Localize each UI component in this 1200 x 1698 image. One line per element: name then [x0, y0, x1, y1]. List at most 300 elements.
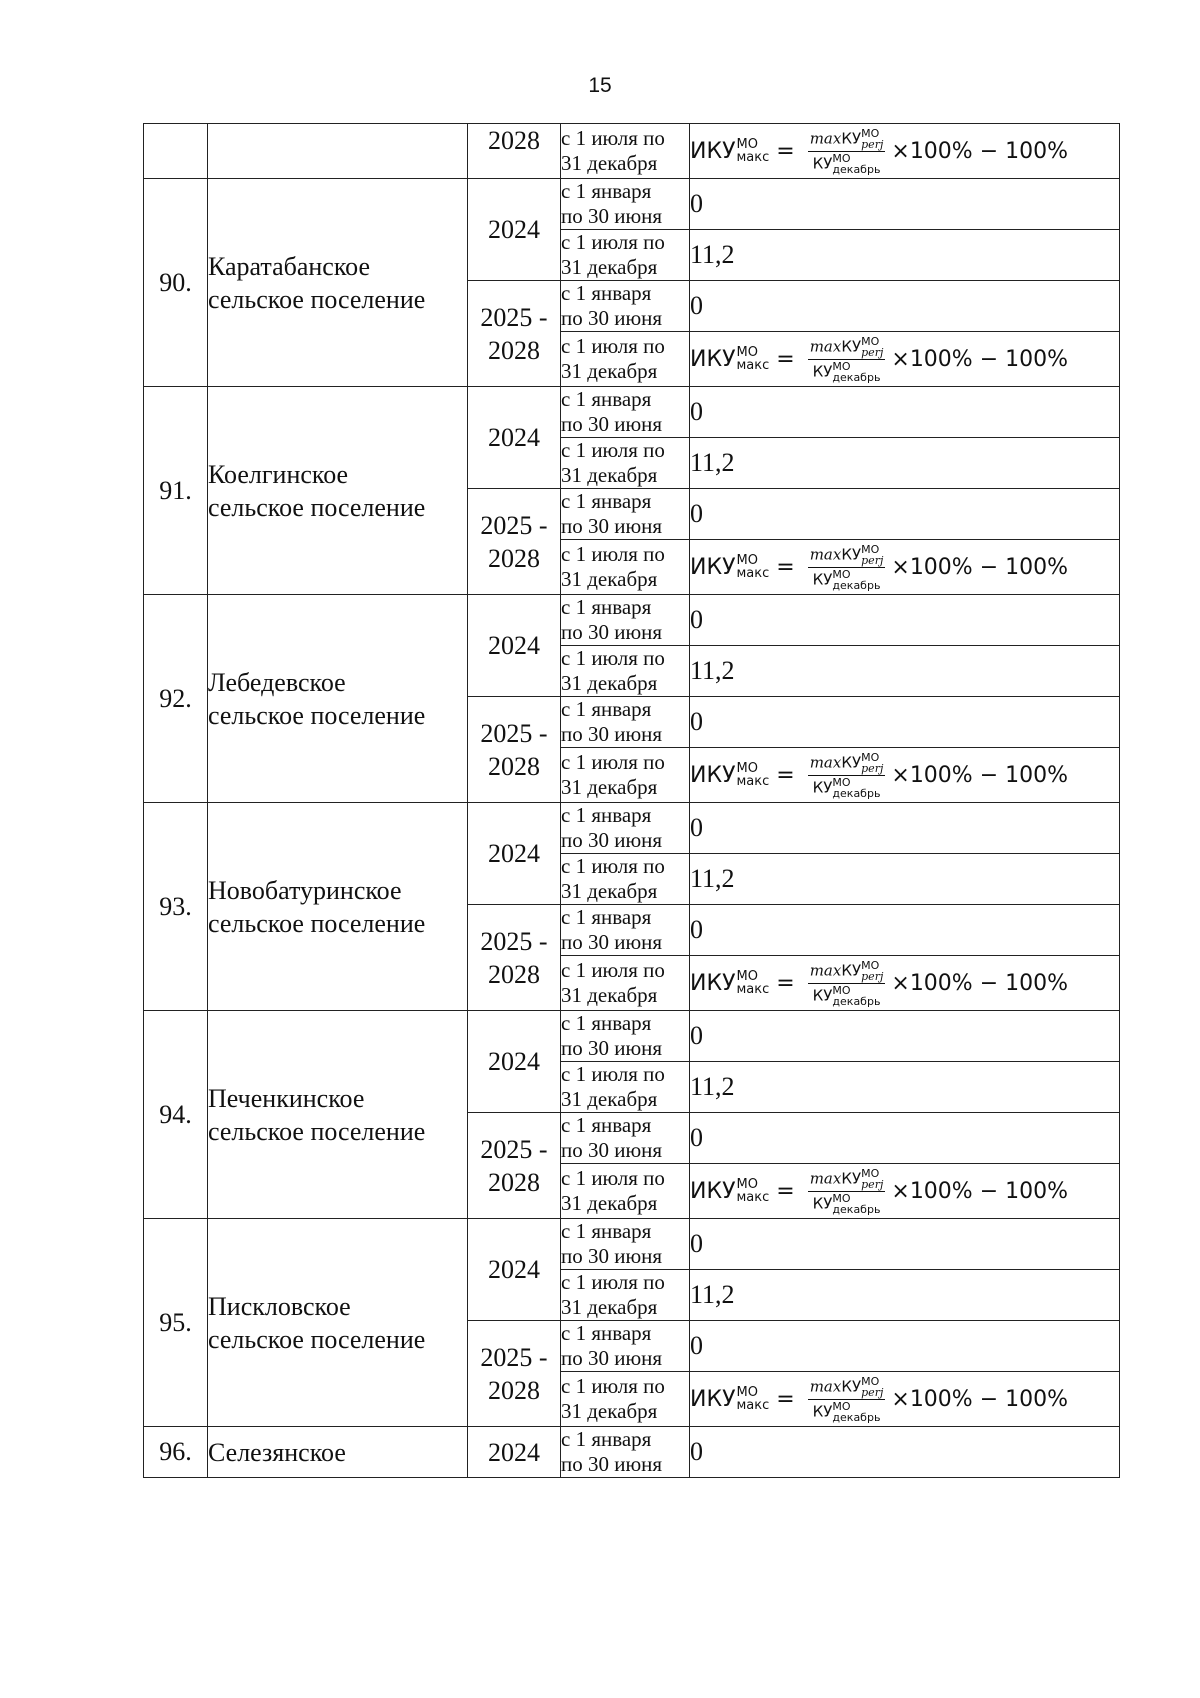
formula-num-base: КУ	[841, 337, 862, 355]
entity-number: 90.	[144, 179, 208, 387]
formula-den-sub: декабрь	[832, 786, 881, 800]
value-cell: 0	[690, 1011, 1120, 1062]
formula-numerator	[808, 1376, 886, 1400]
table-row	[144, 1427, 1120, 1478]
period-line: с 1 января	[561, 1113, 652, 1137]
year-line: 2025 -	[480, 1134, 548, 1164]
formula-lhs-base: ИКУ	[690, 1178, 736, 1204]
period-cell	[561, 905, 690, 956]
formula-equals: =	[776, 1178, 795, 1204]
formula-lhs-scripts	[736, 762, 769, 788]
formula-lhs-base: ИКУ	[690, 554, 736, 580]
formula-fraction	[808, 1168, 886, 1215]
period-line: с 1 января	[561, 1321, 652, 1345]
period-line: с 1 июля по	[561, 646, 665, 670]
formula-percent: 100%	[909, 554, 973, 580]
max-indexation-formula	[690, 1376, 1068, 1423]
formula-num-scripts	[861, 544, 883, 566]
period-line: по 30 июня	[561, 306, 663, 330]
year-line: 2025 -	[480, 718, 548, 748]
year-line: 2028	[488, 751, 540, 781]
year-line: 2028	[488, 959, 540, 989]
formula-num-scripts	[861, 128, 883, 150]
formula-denominator	[811, 152, 883, 175]
formula-minus: −	[979, 762, 999, 788]
entity-name: Селезянское	[208, 1427, 468, 1478]
formula-den-sub: декабрь	[832, 162, 881, 176]
formula-fraction	[808, 336, 886, 383]
formula-percent-2: 100%	[1005, 970, 1069, 996]
period-cell	[561, 1219, 690, 1270]
formula-denominator	[811, 776, 883, 799]
period-line: с 1 июля по	[561, 334, 665, 358]
formula-minus: −	[979, 554, 999, 580]
formula-den-scripts	[832, 985, 880, 1007]
formula-lhs-sup: МО	[736, 969, 758, 984]
formula-lhs-scripts	[736, 1386, 769, 1412]
formula-percent-2: 100%	[1005, 1386, 1069, 1412]
year-line: 2028	[488, 1167, 540, 1197]
entity-name	[208, 1011, 468, 1219]
formula-den-sup: МО	[832, 1399, 851, 1413]
formula-fraction	[808, 544, 886, 591]
formula-den-sub: декабрь	[832, 994, 881, 1008]
period-cell	[561, 956, 690, 1011]
value-cell: 11,2	[690, 438, 1120, 489]
formula-fraction	[808, 1376, 886, 1423]
value-cell	[690, 1372, 1120, 1427]
formula-percent-2: 100%	[1005, 138, 1069, 164]
formula-lhs	[690, 970, 769, 996]
entity-number: 93.	[144, 803, 208, 1011]
formula-times: ×	[891, 970, 910, 996]
entity-name-line: сельское поселение	[208, 284, 426, 314]
formula-den-sup: МО	[832, 151, 851, 165]
year-cell: 2024	[468, 1011, 561, 1113]
formula-percent-2: 100%	[1005, 554, 1069, 580]
table-row	[144, 595, 1120, 646]
period-line: с 1 января	[561, 595, 652, 619]
formula-lhs	[690, 346, 769, 372]
year-line: 2028	[488, 335, 540, 365]
formula-lhs-sub: макс	[736, 982, 770, 997]
period-line: с 1 января	[561, 1427, 652, 1451]
formula-percent: 100%	[909, 970, 973, 996]
period-cell	[561, 230, 690, 281]
value-cell	[690, 332, 1120, 387]
formula-lhs-scripts	[736, 554, 769, 580]
period-line: с 1 января	[561, 1219, 652, 1243]
value-cell	[690, 124, 1120, 179]
formula-num-sup: МО	[861, 750, 880, 764]
formula-num-sub: perj	[861, 553, 884, 567]
year-cell	[468, 697, 561, 803]
formula-denominator	[811, 1192, 883, 1215]
year-cell: 2024	[468, 595, 561, 697]
formula-lhs-scripts	[736, 1178, 769, 1204]
formula-num-sub: perj	[861, 137, 884, 151]
formula-lhs-scripts	[736, 138, 769, 164]
year-cell	[468, 905, 561, 1011]
formula-percent: 100%	[909, 346, 973, 372]
formula-lhs-sub: макс	[736, 1190, 770, 1205]
period-cell	[561, 854, 690, 905]
period-cell	[561, 540, 690, 595]
formula-num-prefix: max	[809, 545, 842, 563]
value-cell: 0	[690, 281, 1120, 332]
formula-minus: −	[979, 970, 999, 996]
period-line: с 1 июля по	[561, 750, 665, 774]
entity-name-line: Каратабанское	[208, 251, 371, 281]
formula-num-sub: perj	[861, 969, 884, 983]
year-cell	[468, 281, 561, 387]
year-line: 2025 -	[480, 926, 548, 956]
formula-den-base: КУ	[812, 362, 833, 380]
period-line: с 1 июля по	[561, 1270, 665, 1294]
entity-name	[208, 179, 468, 387]
value-cell: 11,2	[690, 1062, 1120, 1113]
formula-den-scripts	[832, 777, 880, 799]
period-line: с 1 января	[561, 905, 652, 929]
period-line: по 30 июня	[561, 204, 663, 228]
table-row	[144, 387, 1120, 438]
entity-name	[208, 595, 468, 803]
period-line: по 30 июня	[561, 1244, 663, 1268]
period-line: с 1 июля по	[561, 1166, 665, 1190]
formula-num-scripts	[861, 1168, 883, 1190]
period-line: 31 декабря	[561, 463, 658, 487]
max-indexation-formula	[690, 1168, 1068, 1215]
formula-den-sub: декабрь	[832, 370, 881, 384]
max-indexation-formula	[690, 336, 1068, 383]
period-cell	[561, 748, 690, 803]
formula-equals: =	[776, 1386, 795, 1412]
formula-lhs	[690, 762, 769, 788]
period-line: по 30 июня	[561, 828, 663, 852]
formula-den-sup: МО	[832, 567, 851, 581]
formula-denominator	[811, 1400, 883, 1423]
formula-lhs-sup: МО	[736, 1177, 758, 1192]
period-line: с 1 января	[561, 697, 652, 721]
period-line: 31 декабря	[561, 983, 658, 1007]
entity-number: 91.	[144, 387, 208, 595]
value-cell: 0	[690, 595, 1120, 646]
formula-num-prefix: max	[809, 1169, 842, 1187]
formula-num-prefix: max	[809, 129, 842, 147]
formula-den-scripts	[832, 569, 880, 591]
value-cell: 0	[690, 387, 1120, 438]
period-line: 31 декабря	[561, 775, 658, 799]
entity-name	[208, 803, 468, 1011]
period-line: с 1 июля по	[561, 438, 665, 462]
formula-den-sub: декабрь	[832, 1410, 881, 1424]
period-line: с 1 июля по	[561, 1374, 665, 1398]
max-indexation-formula	[690, 752, 1068, 799]
formula-num-base: КУ	[841, 961, 862, 979]
entity-number: 95.	[144, 1219, 208, 1427]
formula-percent-2: 100%	[1005, 762, 1069, 788]
year-line: 2025 -	[480, 1342, 548, 1372]
formula-num-prefix: max	[809, 753, 842, 771]
formula-lhs-sup: МО	[736, 761, 758, 776]
formula-num-sup: МО	[861, 334, 880, 348]
formula-num-scripts	[861, 752, 883, 774]
formula-den-base: КУ	[812, 1402, 833, 1420]
formula-num-base: КУ	[841, 1377, 862, 1395]
value-cell: 11,2	[690, 646, 1120, 697]
formula-num-prefix: max	[809, 961, 842, 979]
formula-num-base: КУ	[841, 129, 862, 147]
entity-name-line: Печенкинское	[208, 1083, 365, 1113]
year-line: 2025 -	[480, 302, 548, 332]
formula-den-sup: МО	[832, 1191, 851, 1205]
period-cell	[561, 1270, 690, 1321]
formula-lhs	[690, 554, 769, 580]
period-line: по 30 июня	[561, 1138, 663, 1162]
formula-den-base: КУ	[812, 154, 833, 172]
table-row	[144, 1219, 1120, 1270]
value-cell: 0	[690, 489, 1120, 540]
formula-num-sup: МО	[861, 1166, 880, 1180]
period-line: с 1 июля по	[561, 542, 665, 566]
period-cell	[561, 595, 690, 646]
tariff-table-body	[144, 124, 1120, 1478]
period-line: 31 декабря	[561, 1087, 658, 1111]
period-line: 31 декабря	[561, 879, 658, 903]
formula-den-scripts	[832, 153, 880, 175]
period-line: с 1 января	[561, 1011, 652, 1035]
formula-den-scripts	[832, 1401, 880, 1423]
period-line: по 30 июня	[561, 1036, 663, 1060]
period-cell	[561, 1113, 690, 1164]
entity-name	[208, 387, 468, 595]
formula-den-base: КУ	[812, 1194, 833, 1212]
year-line: 2028	[488, 1375, 540, 1405]
value-cell: 0	[690, 803, 1120, 854]
formula-lhs-sub: макс	[736, 150, 770, 165]
formula-times: ×	[891, 1386, 910, 1412]
formula-num-sub: perj	[861, 1385, 884, 1399]
formula-percent-2: 100%	[1005, 1178, 1069, 1204]
formula-lhs-base: ИКУ	[690, 138, 736, 164]
formula-times: ×	[891, 1178, 910, 1204]
period-line: 31 декабря	[561, 1399, 658, 1423]
formula-fraction	[808, 960, 886, 1007]
period-cell	[561, 697, 690, 748]
period-line: 31 декабря	[561, 567, 658, 591]
value-cell: 0	[690, 1321, 1120, 1372]
year-cell	[468, 1321, 561, 1427]
formula-num-sub: perj	[861, 761, 884, 775]
period-line: с 1 июля по	[561, 230, 665, 254]
formula-den-sup: МО	[832, 775, 851, 789]
period-line: 31 декабря	[561, 671, 658, 695]
tariff-table	[143, 123, 1120, 1478]
entity-name-line: сельское поселение	[208, 700, 426, 730]
formula-fraction	[808, 752, 886, 799]
period-cell	[561, 1372, 690, 1427]
formula-lhs-sub: макс	[736, 774, 770, 789]
period-line: с 1 января	[561, 179, 652, 203]
year-cell	[468, 489, 561, 595]
formula-fraction	[808, 128, 886, 175]
formula-percent-2: 100%	[1005, 346, 1069, 372]
value-cell: 0	[690, 697, 1120, 748]
formula-times: ×	[891, 762, 910, 788]
period-line: с 1 июля по	[561, 854, 665, 878]
formula-minus: −	[979, 1386, 999, 1412]
formula-lhs-scripts	[736, 346, 769, 372]
period-cell	[561, 124, 690, 179]
period-line: по 30 июня	[561, 620, 663, 644]
table-row	[144, 179, 1120, 230]
formula-equals: =	[776, 762, 795, 788]
entity-name-line: Лебедевское	[208, 667, 346, 697]
formula-num-prefix: max	[809, 1377, 842, 1395]
formula-lhs	[690, 1386, 769, 1412]
formula-num-scripts	[861, 1376, 883, 1398]
formula-lhs-sup: МО	[736, 345, 758, 360]
value-cell: 11,2	[690, 854, 1120, 905]
period-cell	[561, 803, 690, 854]
formula-lhs-base: ИКУ	[690, 970, 736, 996]
year-cell: 2024	[468, 803, 561, 905]
formula-num-base: КУ	[841, 753, 862, 771]
value-cell: 0	[690, 1427, 1120, 1478]
formula-den-base: КУ	[812, 986, 833, 1004]
formula-lhs-sub: макс	[736, 1398, 770, 1413]
period-line: по 30 июня	[561, 1452, 663, 1476]
year-cell: 2024	[468, 387, 561, 489]
formula-denominator	[811, 568, 883, 591]
formula-lhs-base: ИКУ	[690, 762, 736, 788]
formula-den-base: КУ	[812, 570, 833, 588]
year-line: 2028	[488, 543, 540, 573]
period-line: с 1 января	[561, 387, 652, 411]
period-line: с 1 января	[561, 489, 652, 513]
formula-denominator	[811, 984, 883, 1007]
formula-numerator	[808, 128, 886, 152]
value-cell	[690, 956, 1120, 1011]
period-cell	[561, 438, 690, 489]
table-row	[144, 803, 1120, 854]
period-cell	[561, 1427, 690, 1478]
entity-name-line: сельское поселение	[208, 908, 426, 938]
formula-num-scripts	[861, 336, 883, 358]
formula-percent: 100%	[909, 138, 973, 164]
formula-num-sup: МО	[861, 958, 880, 972]
number-cell	[144, 124, 208, 179]
value-cell: 0	[690, 179, 1120, 230]
formula-lhs	[690, 1178, 769, 1204]
value-cell	[690, 540, 1120, 595]
period-line: с 1 июля по	[561, 126, 665, 150]
entity-name-line: сельское поселение	[208, 492, 426, 522]
period-line: с 1 июля по	[561, 958, 665, 982]
max-indexation-formula	[690, 128, 1068, 175]
formula-minus: −	[979, 346, 999, 372]
formula-num-base: КУ	[841, 545, 862, 563]
formula-minus: −	[979, 138, 999, 164]
formula-den-sub: декабрь	[832, 578, 881, 592]
formula-percent: 100%	[909, 1178, 973, 1204]
period-line: с 1 января	[561, 281, 652, 305]
formula-lhs-scripts	[736, 970, 769, 996]
entity-name	[208, 1219, 468, 1427]
formula-num-scripts	[861, 960, 883, 982]
formula-lhs-sup: МО	[736, 553, 758, 568]
formula-den-scripts	[832, 361, 880, 383]
max-indexation-formula	[690, 960, 1068, 1007]
formula-times: ×	[891, 554, 910, 580]
formula-num-prefix: max	[809, 337, 842, 355]
max-indexation-formula	[690, 544, 1068, 591]
formula-den-sub: декабрь	[832, 1202, 881, 1216]
formula-lhs-sup: МО	[736, 137, 758, 152]
year-cell: 2024	[468, 179, 561, 281]
formula-num-sub: perj	[861, 1177, 884, 1191]
name-cell	[208, 124, 468, 179]
formula-numerator	[808, 960, 886, 984]
period-line: 31 декабря	[561, 1295, 658, 1319]
formula-den-sup: МО	[832, 359, 851, 373]
formula-den-scripts	[832, 1193, 880, 1215]
formula-num-sup: МО	[861, 126, 880, 140]
period-cell	[561, 387, 690, 438]
formula-equals: =	[776, 138, 795, 164]
entity-name-line: Новобатуринское	[208, 875, 402, 905]
formula-numerator	[808, 336, 886, 360]
period-line: с 1 июля по	[561, 1062, 665, 1086]
period-line: 31 декабря	[561, 1191, 658, 1215]
formula-lhs-base: ИКУ	[690, 346, 736, 372]
entity-number: 96.	[144, 1427, 208, 1478]
value-cell: 0	[690, 1219, 1120, 1270]
period-cell	[561, 489, 690, 540]
entity-name-line: сельское поселение	[208, 1116, 426, 1146]
formula-lhs-base: ИКУ	[690, 1386, 736, 1412]
year-cell: 2024	[468, 1219, 561, 1321]
period-line: 31 декабря	[561, 255, 658, 279]
period-cell	[561, 332, 690, 387]
value-cell: 0	[690, 1113, 1120, 1164]
table-row	[144, 1011, 1120, 1062]
period-line: по 30 июня	[561, 412, 663, 436]
period-line: 31 декабря	[561, 151, 658, 175]
period-cell	[561, 281, 690, 332]
value-cell: 11,2	[690, 230, 1120, 281]
formula-num-sub: perj	[861, 345, 884, 359]
formula-equals: =	[776, 346, 795, 372]
period-line: с 1 января	[561, 803, 652, 827]
year-cell: 2024	[468, 1427, 561, 1478]
entity-name-line: Пискловское	[208, 1291, 351, 1321]
formula-percent: 100%	[909, 762, 973, 788]
formula-times: ×	[891, 346, 910, 372]
period-cell	[561, 1321, 690, 1372]
formula-lhs	[690, 138, 769, 164]
period-cell	[561, 1164, 690, 1219]
table-row	[144, 124, 1120, 179]
year-cell	[468, 1113, 561, 1219]
year-cell: 2028	[468, 124, 561, 179]
period-line: по 30 июня	[561, 722, 663, 746]
period-line: по 30 июня	[561, 1346, 663, 1370]
entity-number: 92.	[144, 595, 208, 803]
formula-lhs-sub: макс	[736, 358, 770, 373]
formula-percent: 100%	[909, 1386, 973, 1412]
formula-den-base: КУ	[812, 778, 833, 796]
